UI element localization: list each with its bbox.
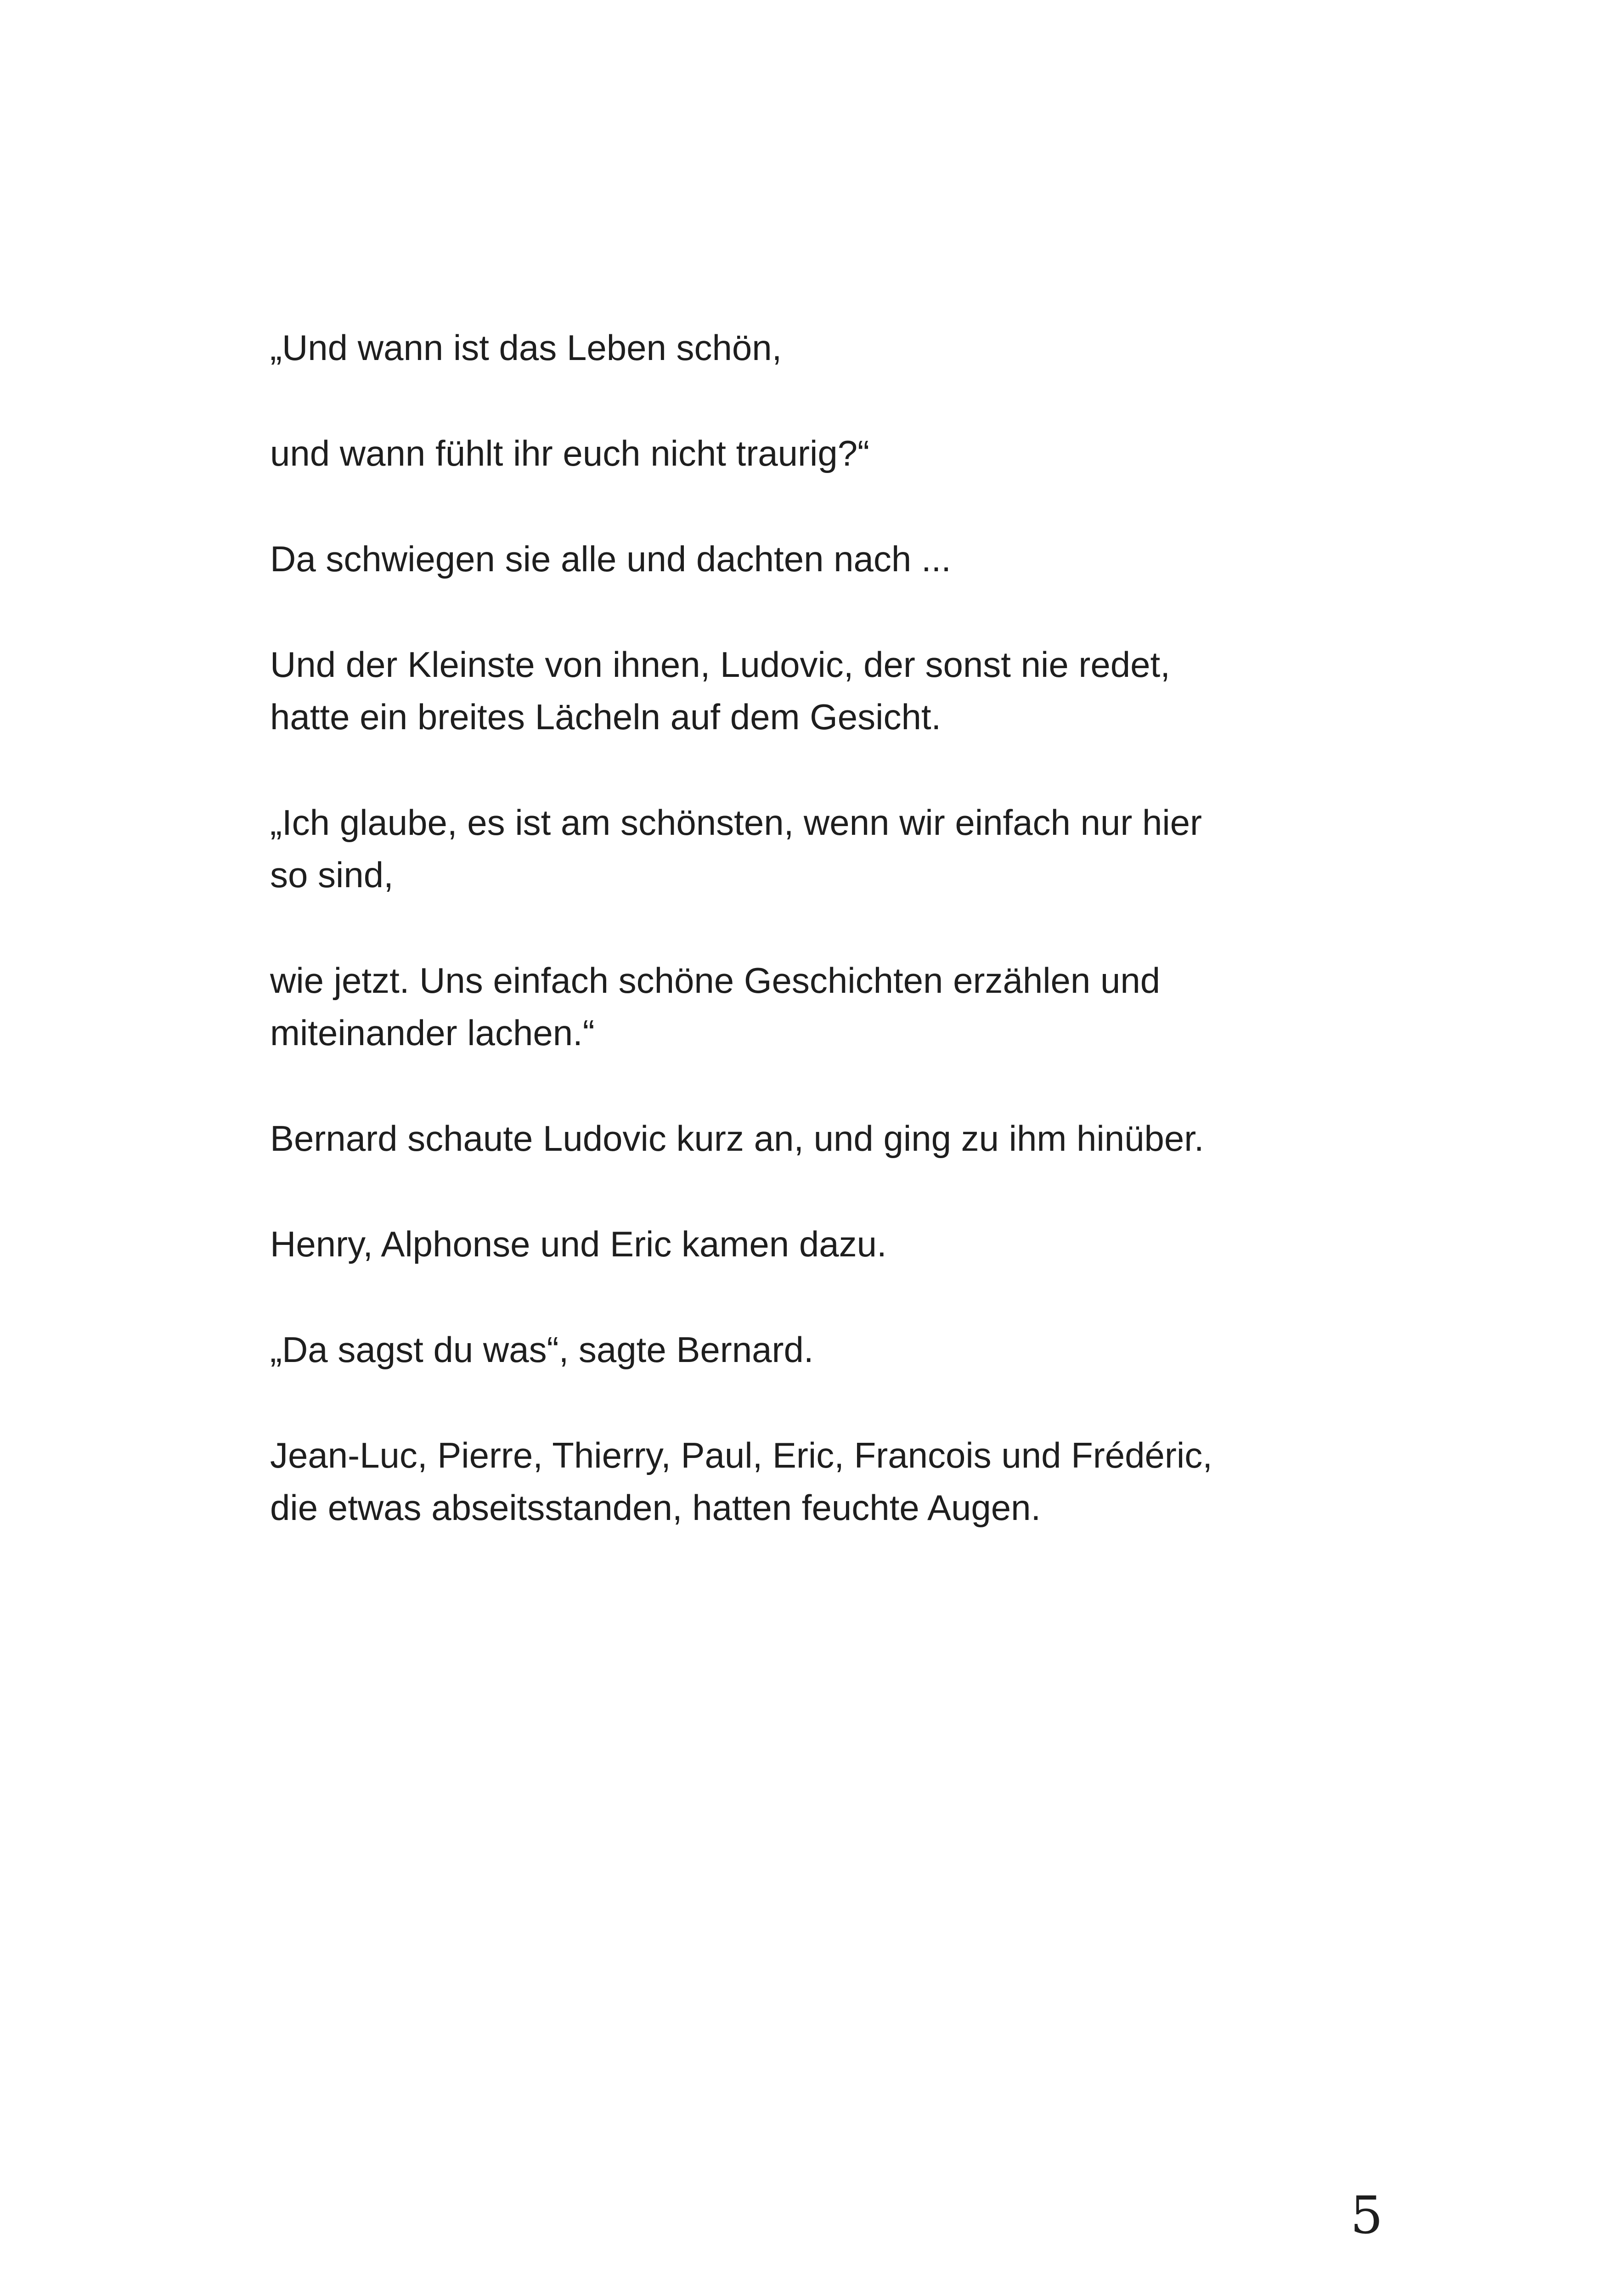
paragraph: wie jetzt. Uns einfach schöne Geschichten erzählen und miteinander lachen.“	[270, 960, 1161, 1053]
paragraph: „Ich glaube, es ist am schönsten, wenn wir einfach nur hier so sind,	[270, 802, 1202, 895]
paragraph: und wann fühlt ihr euch nicht traurig?“	[270, 433, 870, 473]
paragraph: Henry, Alphonse und Eric kamen dazu.	[270, 1224, 887, 1264]
paragraph: „Da sagst du was“, sagte Bernard.	[270, 1329, 814, 1370]
paragraph: Jean-Luc, Pierre, Thierry, Paul, Eric, Francois und Frédéric, die etwas abseitsstanden, hatten feuchte Augen.	[270, 1435, 1212, 1528]
page-number: 5	[1350, 2186, 1383, 2245]
paragraph: Und der Kleinste von ihnen, Ludovic, der sonst nie redet, hatte ein breites Lächeln auf dem Gesicht.	[270, 644, 1170, 737]
body-text	[270, 321, 1326, 1587]
paragraph: Bernard schaute Ludovic kurz an, und ging zu ihm hinüber.	[270, 1118, 1204, 1159]
paragraph: Da schwiegen sie alle und dachten nach ...	[270, 539, 951, 579]
paragraph: „Und wann ist das Leben schön,	[270, 327, 782, 368]
